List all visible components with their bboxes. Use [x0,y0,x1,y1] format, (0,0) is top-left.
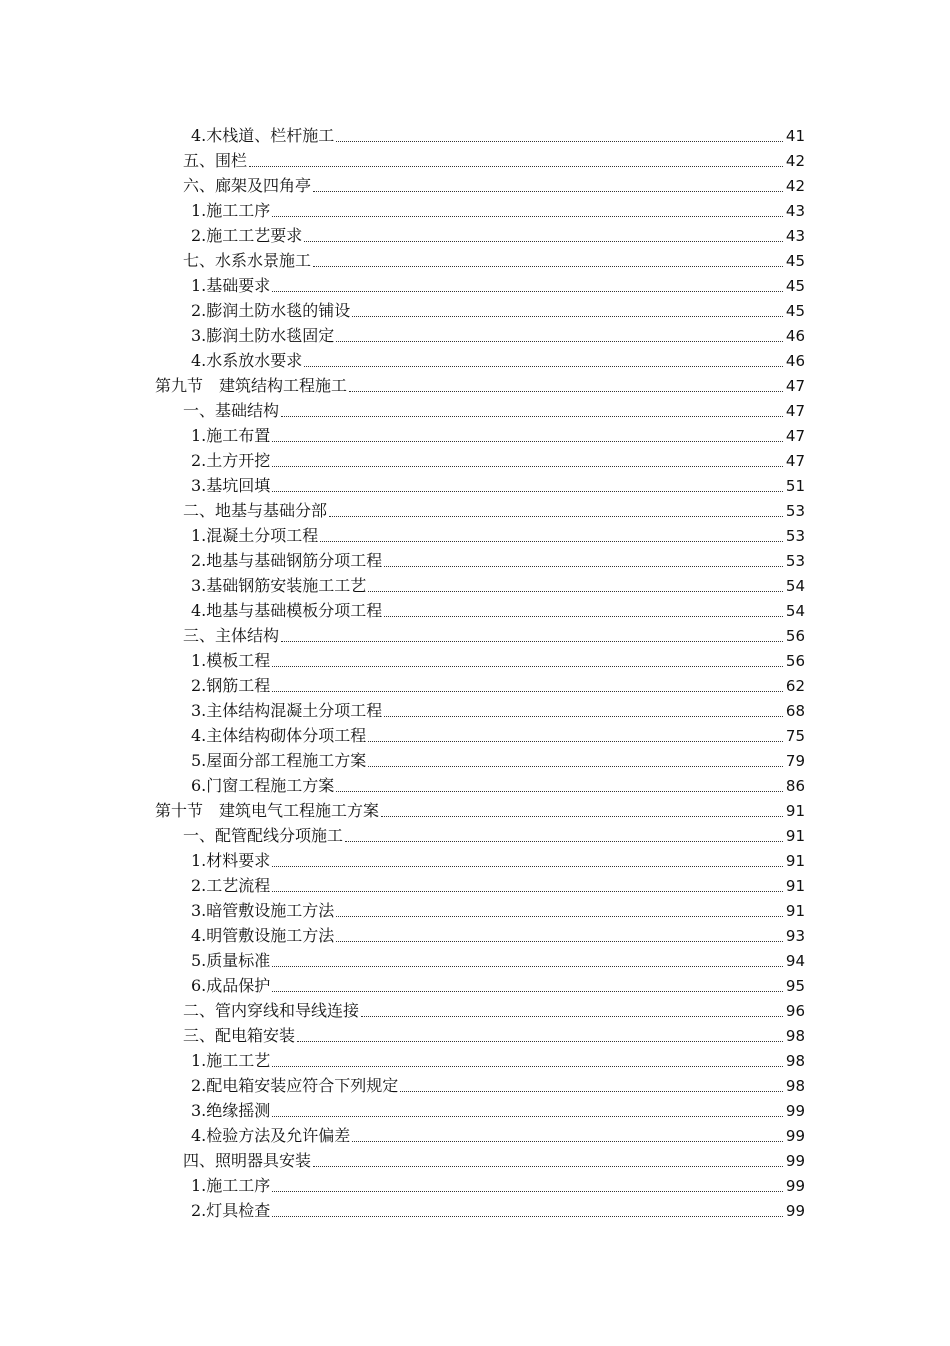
toc-entry-title: 七、水系水景施工 [183,251,312,270]
toc-item-entry[interactable] [0,1121,950,1146]
toc-page-number: 45 [785,252,805,270]
toc-entry-title: 1.模板工程 [191,651,271,670]
toc-entry-title: 1.施工工艺 [191,1051,271,1070]
toc-page-number: 43 [785,227,805,245]
toc-dot-leader [384,616,783,617]
toc-dot-leader [361,1016,783,1017]
toc-page-number: 79 [785,752,805,770]
toc-dot-leader [297,1041,783,1042]
toc-page-number: 75 [785,727,805,745]
toc-dot-leader [272,966,783,967]
toc-dot-leader [313,191,783,192]
toc-entry-title: 二、地基与基础分部 [183,501,328,520]
toc-item-entry[interactable] [0,1171,950,1196]
toc-dot-leader [272,1191,783,1192]
toc-item-entry[interactable] [0,446,950,471]
toc-subsection-entry[interactable] [0,1146,950,1171]
toc-dot-leader [349,391,783,392]
toc-subsection-entry[interactable] [0,246,950,271]
toc-subsection-entry[interactable] [0,146,950,171]
toc-entry-title: 六、廊架及四角亭 [183,176,312,195]
toc-entry-title: 2.施工工艺要求 [191,226,303,245]
toc-page-number: 56 [785,627,805,645]
toc-page-number: 86 [785,777,805,795]
toc-subsection-entry[interactable] [0,821,950,846]
toc-dot-leader [272,491,783,492]
toc-dot-leader [400,1091,783,1092]
toc-dot-leader [352,1141,783,1142]
toc-dot-leader [336,916,783,917]
toc-dot-leader [272,866,783,867]
toc-subsection-entry[interactable] [0,1021,950,1046]
toc-entry-title: 2.钢筋工程 [191,676,271,695]
toc-item-entry[interactable] [0,746,950,771]
toc-page-number: 68 [785,702,805,720]
toc-item-entry[interactable] [0,846,950,871]
toc-page-number: 96 [785,1002,805,1020]
toc-page-number: 99 [785,1102,805,1120]
toc-page-number: 47 [785,452,805,470]
toc-entry-title: 2.灯具检查 [191,1201,271,1220]
toc-entry-title: 1.混凝土分项工程 [191,526,319,545]
toc-entry-title: 5.质量标准 [191,951,271,970]
toc-dot-leader [313,266,783,267]
toc-dot-leader [320,541,783,542]
toc-page-number: 99 [785,1127,805,1145]
toc-entry-title: 4.主体结构砌体分项工程 [191,726,367,745]
toc-entry-title: 1.施工工序 [191,1176,271,1195]
toc-entry-title: 2.配电箱安装应符合下列规定 [191,1076,399,1095]
toc-dot-leader [272,991,783,992]
toc-dot-leader [345,841,783,842]
toc-entry-title: 3.主体结构混凝土分项工程 [191,701,383,720]
toc-entry-title: 1.施工工序 [191,201,271,220]
toc-page-number: 53 [785,527,805,545]
toc-dot-leader [336,341,783,342]
toc-entry-title: 一、配管配线分项施工 [183,826,344,845]
toc-subsection-entry[interactable] [0,396,950,421]
toc-entry-title: 1.材料要求 [191,851,271,870]
toc-dot-leader [272,1116,783,1117]
toc-entry-title: 3.暗管敷设施工方法 [191,901,335,920]
toc-entry-title: 二、管内穿线和导线连接 [183,1001,360,1020]
toc-item-entry[interactable] [0,771,950,796]
toc-dot-leader [249,166,783,167]
toc-page-number: 91 [785,852,805,870]
toc-dot-leader [368,591,783,592]
toc-item-entry[interactable] [0,596,950,621]
toc-page-number: 45 [785,302,805,320]
toc-page-number: 41 [785,127,805,145]
toc-entry-title: 第九节 建筑结构工程施工 [155,376,348,395]
toc-item-entry[interactable] [0,971,950,996]
toc-dot-leader [272,891,783,892]
toc-dot-leader [336,941,783,942]
toc-item-entry[interactable] [0,1071,950,1096]
toc-page-number: 62 [785,677,805,695]
toc-dot-leader [272,216,783,217]
toc-item-entry[interactable] [0,671,950,696]
toc-entry-title: 4.检验方法及允许偏差 [191,1126,351,1145]
toc-dot-leader [304,366,783,367]
toc-dot-leader [336,141,783,142]
toc-page-number: 45 [785,277,805,295]
toc-entry-title: 2.地基与基础钢筋分项工程 [191,551,383,570]
toc-entry-title: 4.水系放水要求 [191,351,303,370]
toc-entry-title: 一、基础结构 [183,401,280,420]
toc-item-entry[interactable] [0,571,950,596]
toc-page-number: 42 [785,152,805,170]
toc-page-number: 99 [785,1152,805,1170]
toc-item-entry[interactable] [0,471,950,496]
toc-subsection-entry[interactable] [0,496,950,521]
toc-entry-title: 第十节 建筑电气工程施工方案 [155,801,380,820]
toc-entry-title: 三、主体结构 [183,626,280,645]
toc-item-entry[interactable] [0,921,950,946]
toc-page-number: 91 [785,827,805,845]
toc-item-entry[interactable] [0,421,950,446]
toc-item-entry[interactable] [0,1196,950,1221]
toc-item-entry[interactable] [0,696,950,721]
toc-item-entry[interactable] [0,871,950,896]
toc-item-entry[interactable] [0,271,950,296]
toc-page-number: 95 [785,977,805,995]
toc-dot-leader [281,416,783,417]
toc-page-number: 94 [785,952,805,970]
toc-dot-leader [272,1066,783,1067]
table-of-contents [0,121,950,1221]
toc-entry-title: 2.土方开挖 [191,451,271,470]
toc-item-entry[interactable] [0,121,950,146]
toc-page-number: 99 [785,1177,805,1195]
toc-dot-leader [272,291,783,292]
toc-page-number: 46 [785,327,805,345]
toc-dot-leader [304,241,783,242]
toc-entry-title: 6.成品保护 [191,976,271,995]
toc-dot-leader [329,516,783,517]
toc-item-entry[interactable] [0,1046,950,1071]
toc-page-number: 46 [785,352,805,370]
toc-dot-leader [384,566,783,567]
toc-page-number: 98 [785,1027,805,1045]
toc-entry-title: 2.膨润土防水毯的铺设 [191,301,351,320]
toc-dot-leader [272,691,783,692]
toc-entry-title: 5.屋面分部工程施工方案 [191,751,367,770]
toc-page-number: 47 [785,427,805,445]
toc-dot-leader [272,466,783,467]
toc-dot-leader [281,641,783,642]
toc-page-number: 43 [785,202,805,220]
toc-page-number: 91 [785,802,805,820]
toc-entry-title: 2.工艺流程 [191,876,271,895]
toc-page-number: 51 [785,477,805,495]
toc-subsection-entry[interactable] [0,171,950,196]
toc-section-entry[interactable] [0,796,950,821]
toc-entry-title: 4.木栈道、栏杆施工 [191,126,335,145]
toc-entry-title: 三、配电箱安装 [183,1026,296,1045]
toc-entry-title: 四、照明器具安装 [183,1151,312,1170]
toc-item-entry[interactable] [0,1096,950,1121]
toc-dot-leader [313,1166,783,1167]
toc-dot-leader [272,441,783,442]
toc-entry-title: 3.基坑回填 [191,476,271,495]
toc-item-entry[interactable] [0,721,950,746]
toc-dot-leader [336,791,783,792]
toc-page-number: 47 [785,402,805,420]
toc-dot-leader [381,816,783,817]
toc-item-entry[interactable] [0,946,950,971]
toc-dot-leader [272,1216,783,1217]
toc-item-entry[interactable] [0,321,950,346]
toc-section-entry[interactable] [0,371,950,396]
toc-item-entry[interactable] [0,296,950,321]
toc-page-number: 54 [785,602,805,620]
toc-page-number: 53 [785,552,805,570]
toc-page-number: 54 [785,577,805,595]
toc-entry-title: 4.明管敷设施工方法 [191,926,335,945]
toc-page-number: 53 [785,502,805,520]
toc-entry-title: 3.膨润土防水毯固定 [191,326,335,345]
toc-page-number: 98 [785,1052,805,1070]
toc-page-number: 93 [785,927,805,945]
toc-dot-leader [368,741,783,742]
toc-entry-title: 3.绝缘摇测 [191,1101,271,1120]
toc-page-number: 91 [785,877,805,895]
toc-item-entry[interactable] [0,346,950,371]
toc-dot-leader [352,316,783,317]
toc-subsection-entry[interactable] [0,996,950,1021]
toc-item-entry[interactable] [0,546,950,571]
toc-page-number: 56 [785,652,805,670]
toc-page-number: 42 [785,177,805,195]
toc-entry-title: 1.基础要求 [191,276,271,295]
toc-item-entry[interactable] [0,221,950,246]
toc-dot-leader [384,716,783,717]
toc-item-entry[interactable] [0,196,950,221]
toc-subsection-entry[interactable] [0,621,950,646]
toc-entry-title: 6.门窗工程施工方案 [191,776,335,795]
toc-page-number: 98 [785,1077,805,1095]
toc-dot-leader [272,666,783,667]
toc-page-number: 99 [785,1202,805,1220]
toc-item-entry[interactable] [0,896,950,921]
toc-entry-title: 3.基础钢筋安装施工工艺 [191,576,367,595]
toc-item-entry[interactable] [0,521,950,546]
toc-entry-title: 4.地基与基础模板分项工程 [191,601,383,620]
toc-entry-title: 五、围栏 [183,151,248,170]
toc-page-number: 91 [785,902,805,920]
toc-dot-leader [368,766,783,767]
toc-item-entry[interactable] [0,646,950,671]
toc-entry-title: 1.施工布置 [191,426,271,445]
toc-page-number: 47 [785,377,805,395]
